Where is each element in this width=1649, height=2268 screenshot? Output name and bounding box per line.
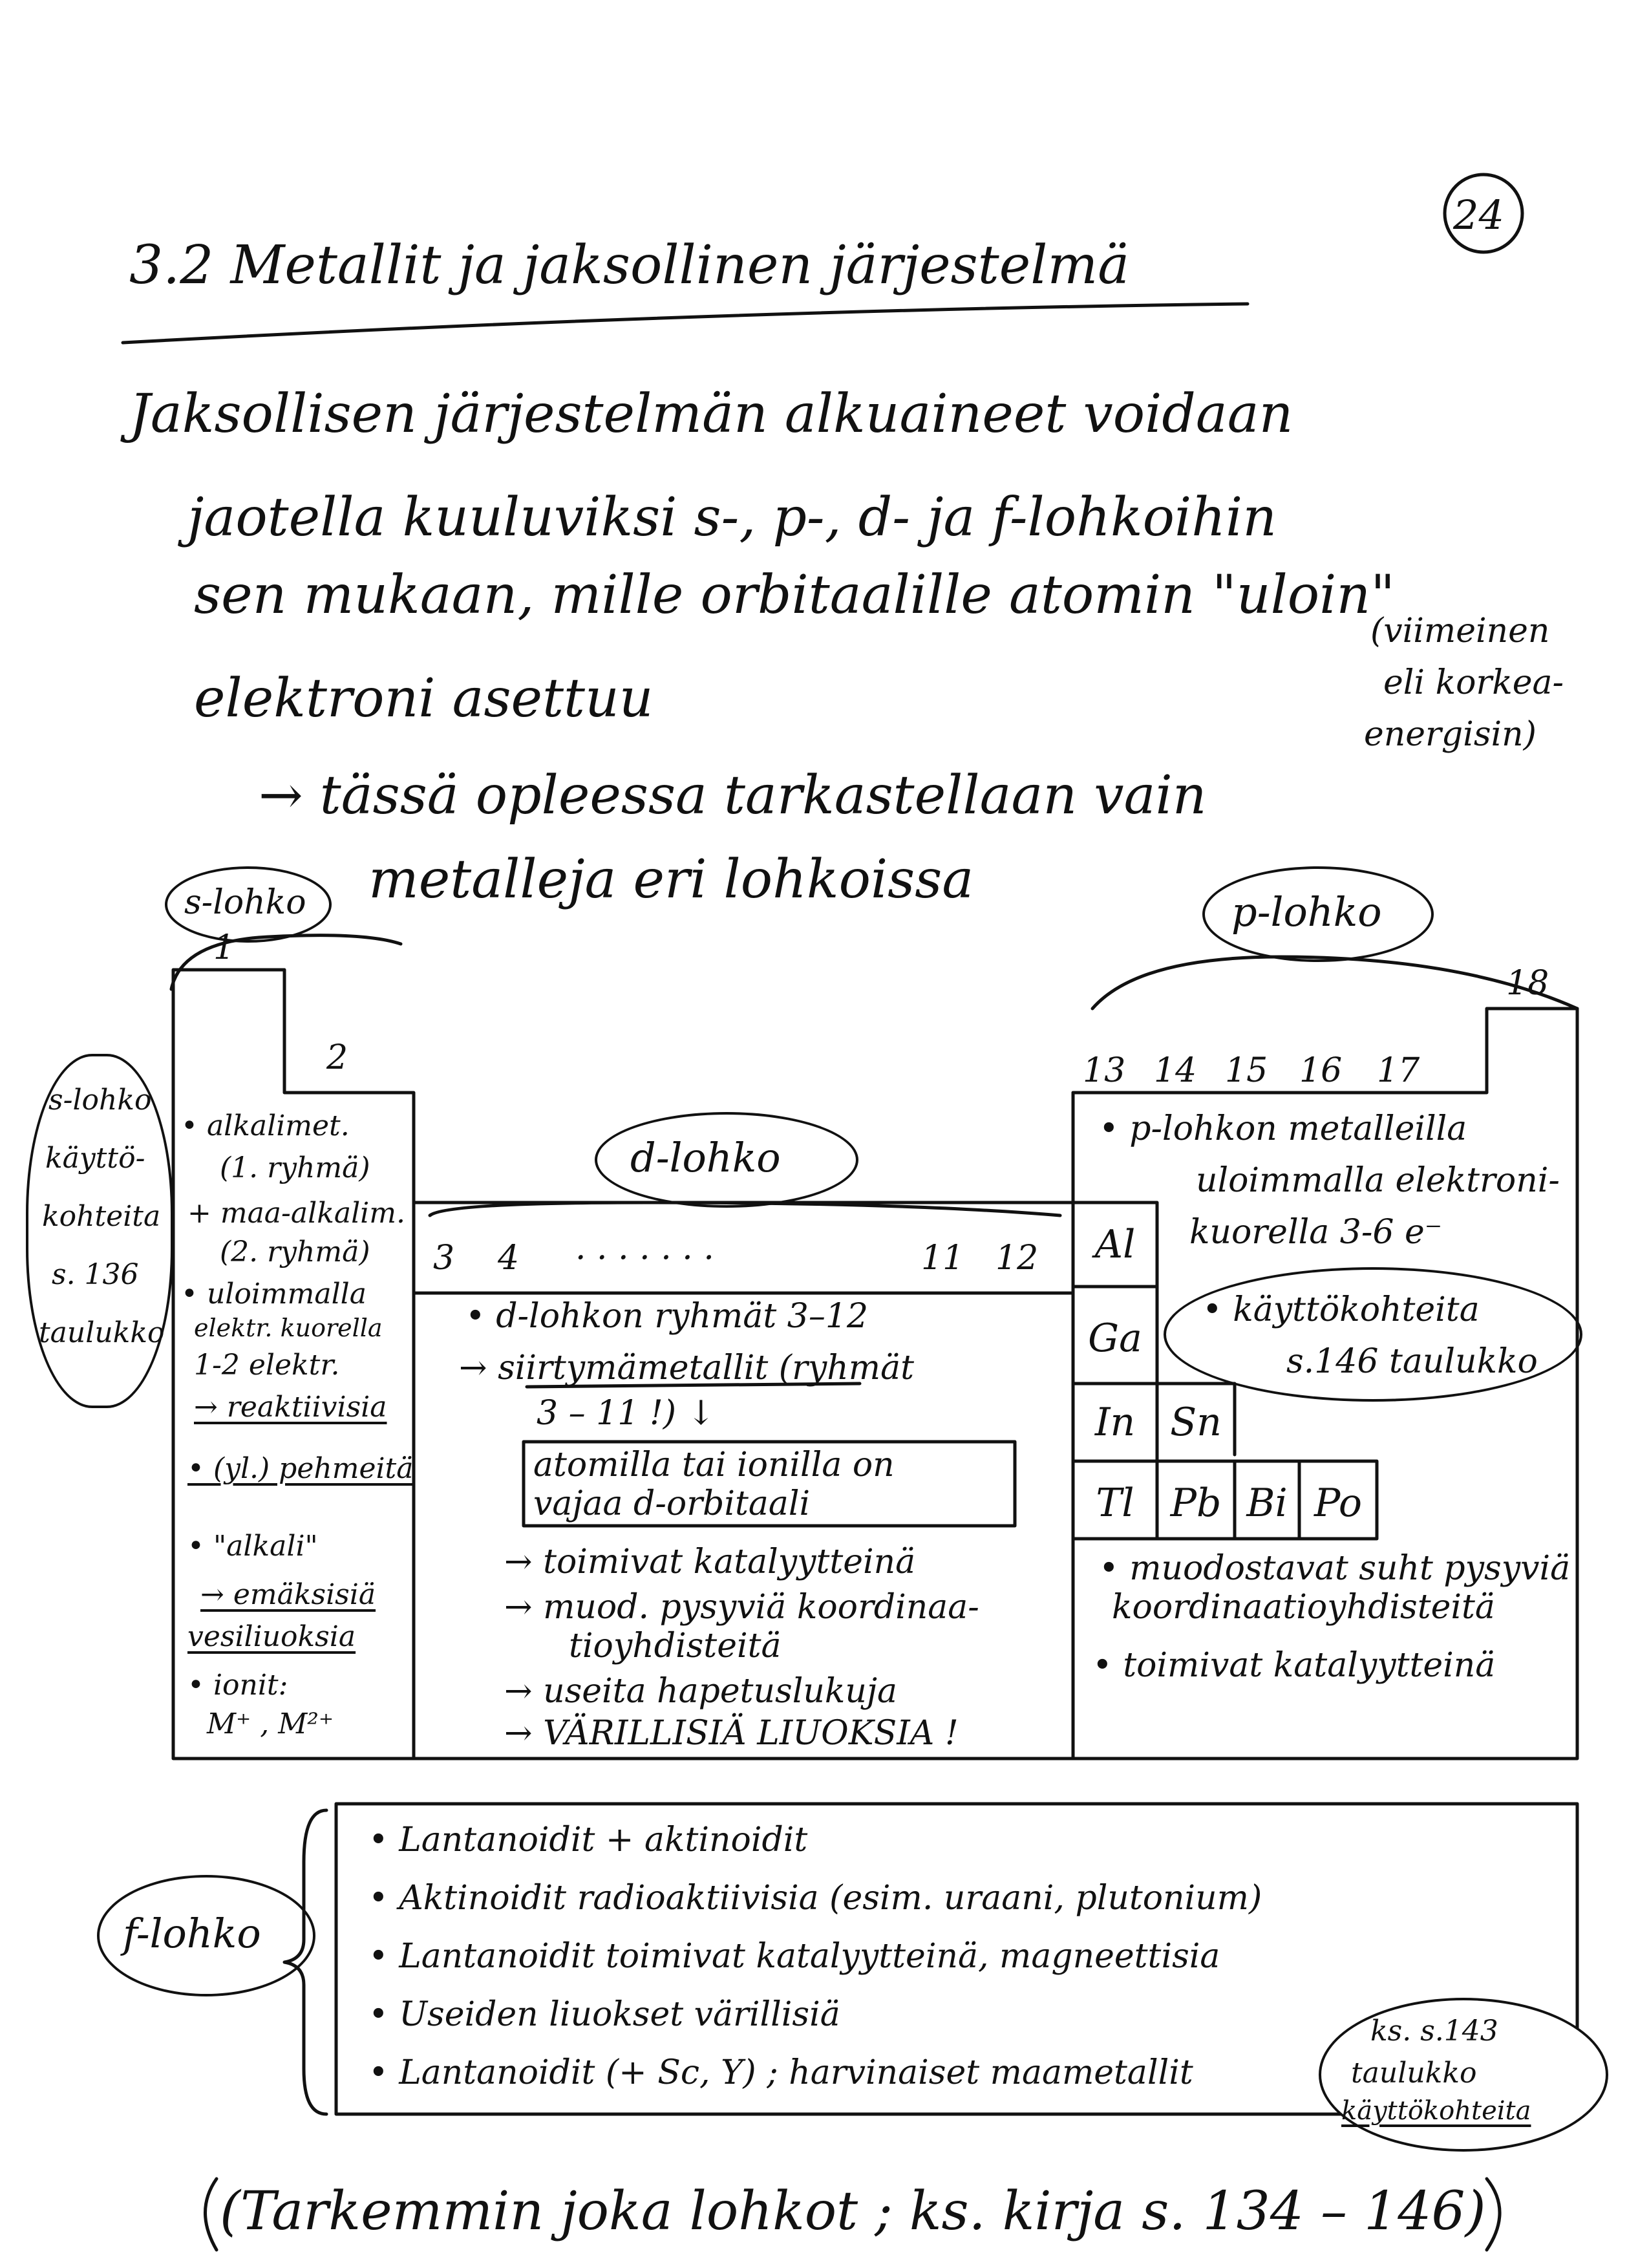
p-usage-cloud-line-2: s.146 taulukko: [1286, 1342, 1538, 1381]
s-note-electrons: 1-2 elektr.: [194, 1349, 340, 1382]
f-cloud-line-1: ks. s.143: [1370, 2015, 1498, 2048]
f-note-1: • Lantanoidit + aktinoidit: [368, 1821, 808, 1859]
s-note-alkali-metals: • alkalimet.: [181, 1109, 350, 1142]
f-cloud-line-3: käyttökohteita: [1341, 2096, 1531, 2126]
page-number: 24: [1453, 191, 1504, 239]
element-po: Po: [1314, 1481, 1363, 1526]
group-number-2: 2: [326, 1038, 348, 1077]
p-note-line-2: uloimmalla elektroni-: [1196, 1161, 1560, 1200]
d-note-groups: • d-lohkon ryhmät 3–12: [465, 1297, 869, 1336]
f-note-4: • Useiden liuokset värillisiä: [368, 1995, 840, 2034]
group-number-14: 14: [1154, 1051, 1197, 1090]
intro-side-note-3: energisin): [1364, 715, 1537, 754]
d-note-oxidation: → useita hapetuslukuja: [504, 1672, 897, 1711]
footer-reference: (Tarkemmin joka lohkot ; ks. kirja s. 134 – 146): [220, 2181, 1486, 2242]
element-tl: Tl: [1096, 1481, 1134, 1526]
d-note-colored: → VÄRILLISIÄ LIUOKSIA !: [504, 1714, 959, 1753]
s-note-soft: • (yl.) pehmeitä: [187, 1452, 414, 1485]
s-note-reactive: → reaktiivisia: [194, 1391, 387, 1424]
intro-line-3: sen mukaan, mille orbitaalille atomin "uloin": [194, 564, 1395, 626]
group-number-15: 15: [1225, 1051, 1268, 1090]
p-usage-cloud: [1164, 1267, 1582, 1402]
f-block-label: f-lohko: [123, 1910, 261, 1957]
s-note-ions: • ionit:: [187, 1669, 288, 1702]
page-title: 3.2 Metallit ja jaksollinen järjestelmä: [129, 235, 1130, 296]
s-side-note-5: taulukko: [39, 1316, 165, 1349]
d-note-transition-2: 3 – 11 !) ↓: [537, 1394, 716, 1433]
intro-line-4: elektroni asettuu: [194, 668, 654, 729]
d-note-box-line-1: atomilla tai ionilla on: [533, 1446, 895, 1484]
title-underline: [123, 304, 1248, 343]
s-side-note-1: s-lohko: [48, 1084, 152, 1117]
intro-side-note-2: eli korkea-: [1383, 663, 1564, 702]
element-ga: Ga: [1088, 1316, 1142, 1361]
p-note-line-3: kuorella 3-6 e⁻: [1189, 1213, 1443, 1252]
element-in: In: [1094, 1400, 1136, 1445]
element-al: Al: [1094, 1222, 1136, 1267]
p-note-bottom-1: • muodostavat suht pysyviä: [1099, 1549, 1571, 1588]
d-note-box-line-2: vajaa d-orbitaali: [533, 1484, 811, 1523]
intro-line-2: jaotella kuuluviksi s-, p-, d- ja f-lohkoihin: [187, 487, 1277, 548]
element-pb: Pb: [1170, 1481, 1222, 1526]
p-note-line-1: • p-lohkon metalleilla: [1099, 1109, 1467, 1148]
group-number-17: 17: [1377, 1051, 1420, 1090]
element-bi: Bi: [1246, 1481, 1288, 1526]
d-note-coordination: → muod. pysyviä koordinaa-: [504, 1588, 979, 1627]
group-number-1: 1: [213, 928, 235, 967]
intro-arrow-line-1: → tässä opleessa tarkastellaan vain: [259, 765, 1207, 826]
s-side-note-2: käyttö-: [45, 1142, 145, 1175]
s-side-note-4: s. 136: [52, 1258, 139, 1291]
d-note-coordination-2: tioyhdisteitä: [569, 1627, 782, 1665]
group-number-12: 12: [995, 1239, 1039, 1278]
s-note-group-1: (1. ryhmä): [220, 1151, 370, 1184]
p-block-brace: [1092, 957, 1577, 1009]
group-number-dots: · · · · · · ·: [575, 1239, 714, 1278]
group-number-13: 13: [1083, 1051, 1126, 1090]
s-note-basic: → emäksisiä: [200, 1578, 376, 1611]
s-note-group-2: (2. ryhmä): [220, 1236, 370, 1268]
intro-line-1: Jaksollisen järjestelmän alkuaineet voidaan: [129, 383, 1293, 445]
p-note-bottom-2: koordinaatioyhdisteitä: [1112, 1588, 1495, 1627]
s-block-label: s-lohko: [184, 883, 306, 922]
p-note-bottom-3: • toimivat katalyytteinä: [1092, 1646, 1496, 1685]
group-number-11: 11: [921, 1239, 964, 1278]
f-note-2: • Aktinoidit radioaktiivisia (esim. uraani, plutonium): [368, 1879, 1262, 1918]
d-note-transition: → siirtymämetallit (ryhmät: [459, 1349, 915, 1387]
group-number-18: 18: [1506, 964, 1549, 1003]
p-usage-cloud-line-1: • käyttökohteita: [1202, 1290, 1480, 1329]
footer-right-paren: [1487, 2179, 1500, 2250]
footer-left-paren: [206, 2179, 217, 2250]
intro-side-note-1: (viimeinen: [1370, 612, 1550, 650]
s-note-aqueous: vesiliuoksia: [187, 1620, 356, 1653]
s-note-alkali: • "alkali": [187, 1530, 318, 1563]
s-note-alkaline-earth: + maa-alkalim.: [187, 1197, 405, 1230]
s-note-shell: elektr. kuorella: [194, 1314, 383, 1342]
f-note-3: • Lantanoidit toimivat katalyytteinä, magneettisia: [368, 1937, 1220, 1976]
s-note-ion-formulas: M⁺ , M²⁺: [207, 1707, 334, 1740]
f-note-5: • Lantanoidit (+ Sc, Y) ; harvinaiset maametallit: [368, 2053, 1193, 2092]
s-side-note-3: kohteita: [42, 1200, 161, 1233]
d-block-label: d-lohko: [630, 1134, 781, 1181]
f-cloud-line-2: taulukko: [1351, 2057, 1477, 2090]
group-number-3: 3: [433, 1239, 455, 1278]
d-note-catalysts: → toimivat katalyytteinä: [504, 1543, 916, 1581]
group-number-4: 4: [498, 1239, 520, 1278]
p-block-label: p-lohko: [1231, 888, 1382, 936]
s-note-outermost: • uloimmalla: [181, 1278, 367, 1311]
element-sn: Sn: [1170, 1400, 1222, 1445]
intro-arrow-line-2: metalleja eri lohkoissa: [368, 849, 974, 910]
group-number-16: 16: [1299, 1051, 1343, 1090]
